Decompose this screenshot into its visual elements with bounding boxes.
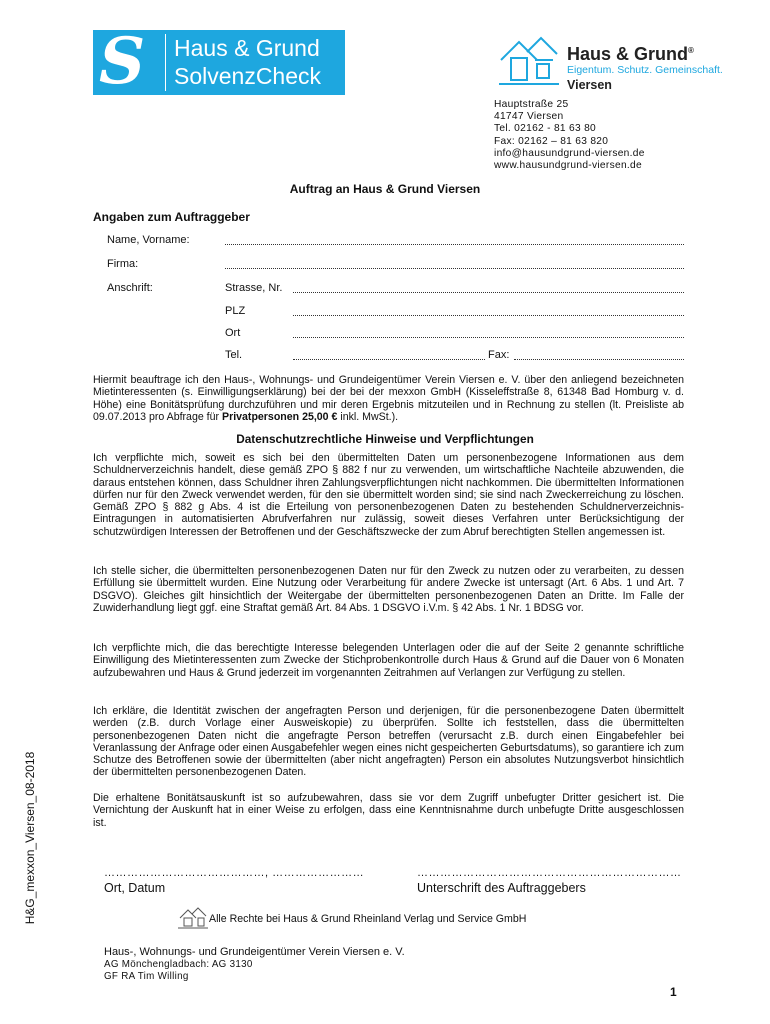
address-phone: Tel. 02162 - 81 63 80 xyxy=(494,123,597,135)
firma-field[interactable] xyxy=(225,267,684,269)
label-name: Name, Vorname: xyxy=(107,234,190,246)
plz-field[interactable] xyxy=(293,314,684,316)
address-block xyxy=(494,99,645,172)
price-text: Privatpersonen 25,00 € xyxy=(222,410,338,423)
label-ort: Ort xyxy=(225,327,241,339)
privacy-title: Datenschutzrechtliche Hinweise und Verpflichtungen xyxy=(236,432,534,446)
footer-association: Haus-, Wohnungs- und Grundeigentümer Verein Viersen e. V. xyxy=(104,946,405,958)
label-strasse: Strasse, Nr. xyxy=(225,282,283,294)
footer-manager: GF RA Tim Willing xyxy=(104,971,189,982)
section-title: Angaben zum Auftraggeber xyxy=(93,210,250,224)
brand-tagline: Eigentum. Schutz. Gemeinschaft. xyxy=(567,64,723,76)
privacy-paragraph-2: Ich stelle sicher, die übermittelten personenbezogenen Daten nur für den Zweck zu nutzen oder zu verarbeiten, zu dessen Erfüllung sie übermittelt wurden. Eine Nutzung oder Verarbeitung für andere Zwecke ist untersagt (Art. 6 Abs. 1 und Art. 7 DSGVO). Gleiches gilt hinsichtlich der Weitergabe der übermittelten personenbezogenen Daten an Dritte. Im Falle der Zuwiderhandlung liegt ggf. eine Straftat gemäß Art. 84 Abs. 1 DSGVO i.V.m. § 42 Abs. 1 Nr. 1 BDSG vor. xyxy=(93,565,684,614)
label-anschrift: Anschrift: xyxy=(107,282,153,294)
label-plz: PLZ xyxy=(225,305,246,317)
rights-text: Alle Rechte bei Haus & Grund Rheinland Verlag und Service GmbH xyxy=(209,913,527,925)
logo-s-letter: S xyxy=(99,24,146,99)
label-tel: Tel. xyxy=(225,349,243,361)
document-code: H&G_mexxon_Viersen_08-2018 xyxy=(23,751,37,925)
logo-title xyxy=(165,34,344,91)
label-firma: Firma: xyxy=(107,258,139,270)
ort-field[interactable] xyxy=(293,336,684,338)
privacy-paragraph-1: Ich verpflichte mich, soweit es sich bei den übermittelten Daten um personenbezogene Informationen aus dem Schuldnerverzeichnis handelt, diese gemäß ZPO § 882 f nur zu verwenden, um wirtschaftliche Nachteile abzuwenden, die daraus entstehen können, dass Schuldner ihren Zahlungsverpflichtungen nicht nachkommen. Die übermittelten Informationen dürfen nur für den Zweck verwendet werden, für den sie übermittelt worden sind; sie sind nach Zweckerreichung zu löschen. Gemäß ZPO § 882 g Abs. 4 ist die Erteilung von personenbezogenen Daten zu bestehenden Schuldnerverzeichnis-Eintragungen in automatisierten Abrufverfahren nur zulässig, soweit dieses Verfahren unter Berücksichtigung der schutzwürdigen Interessen der Betroffenen und der Geschäftszwecke der zum Abruf berechtigten Stellen angemessen ist. xyxy=(93,452,684,538)
signature-field[interactable]: …………………………………………………………… xyxy=(417,867,682,879)
address-email: info@hausundgrund-viersen.de xyxy=(494,147,645,159)
solvenzcheck-logo xyxy=(93,24,345,99)
privacy-paragraph-3: Ich verpflichte mich, die das berechtigte Interesse belegenden Unterlagen oder die auf der Seite 2 genannte schriftliche Einwilligung des Mietinteressenten zum Zwecke der Stichprobenkontrolle durch Haus & Grund auf die Dauer von 6 Monaten aufzubewahren und Haus & Grund jederzeit im vorgenannten Zeitrahmen auf Verlangen zur Verfügung zu stellen. xyxy=(93,642,684,679)
address-city: 41747 Viersen xyxy=(494,111,564,123)
address-fax: Fax: 02162 – 81 63 820 xyxy=(494,135,609,147)
footer-court: AG Mönchengladbach: AG 3130 xyxy=(104,959,253,970)
signature-label: Unterschrift des Auftraggebers xyxy=(417,881,586,895)
haus-grund-logo xyxy=(497,28,737,98)
name-field[interactable] xyxy=(225,243,684,245)
privacy-paragraph-4: Ich erkläre, die Identität zwischen der angefragten Person und derjenigen, für die personenbezogene Daten übermittelt werden (z.B. durch Vorlage einer Ausweiskopie) zu überprüfen. Sollte ich feststellen, dass die übermittelten personenbezogenen Daten nicht die angefragte Person betreffen (verursacht z.B. durch einen Eingabefehler bei Veranlassung der Anfrage oder einen Ausgabefehler wegen eines nicht gespeicherten Geburtsdatums), so garantiere ich zum Schutze des Betroffenen sowie der übermittelten (aber nicht angefragten) Person ein absolutes Nutzungsverbot hinsichtlich der übermittelten personenbezogenen Daten. xyxy=(93,705,684,779)
address-street: Hauptstraße 25 xyxy=(494,99,569,110)
address-web: www.hausundgrund-viersen.de xyxy=(494,160,642,172)
brand-city: Viersen xyxy=(567,78,612,92)
page-number: 1 xyxy=(670,985,677,999)
logo-line-2: SolvenzCheck xyxy=(174,63,322,89)
tel-field[interactable] xyxy=(293,358,485,360)
brand-name: Haus & Grund® xyxy=(567,44,694,64)
place-date-field[interactable]: ……………………………………, …………………… xyxy=(104,867,365,879)
place-date-label: Ort, Datum xyxy=(104,881,166,895)
privacy-paragraph-5: Die erhaltene Bonitätsauskunft ist so aufzubewahren, dass sie vor dem Zugriff unbefugter Dritter gesichert ist. Die Vernichtung der Auskunft hat in einer Weise zu erfolgen, dass eine Kenntnisnahme durch unbefugte Dritte ausgeschlossen ist. xyxy=(93,792,684,829)
fax-field[interactable] xyxy=(514,358,684,360)
label-fax: Fax: xyxy=(488,349,510,361)
order-paragraph: Hiermit beauftrage ich den Haus-, Wohnungs- und Grundeigentümer Verein Viersen e. V. über den anliegend bezeichneten Mietinteressenten (s. Einwilligungserklärung) bei der bei der mexxon GmbH (Kisseleffstraße 8, 61348 Bad Homburg v. d. Höhe) eine Bonitätsprüfung durchzuführen und mir deren Ergebnis mitzuteilen und in Rechnung zu stellen (lt. Preisliste ab 09.07.2013 pro Abfrage für Privatpersonen 25,00 € inkl. MwSt.). xyxy=(93,374,684,423)
logo-line-1: Haus & Grund xyxy=(174,35,320,61)
strasse-field[interactable] xyxy=(293,291,684,293)
document-title: Auftrag an Haus & Grund Viersen xyxy=(289,182,481,196)
house-icon xyxy=(497,30,561,92)
small-house-icon xyxy=(178,906,208,930)
